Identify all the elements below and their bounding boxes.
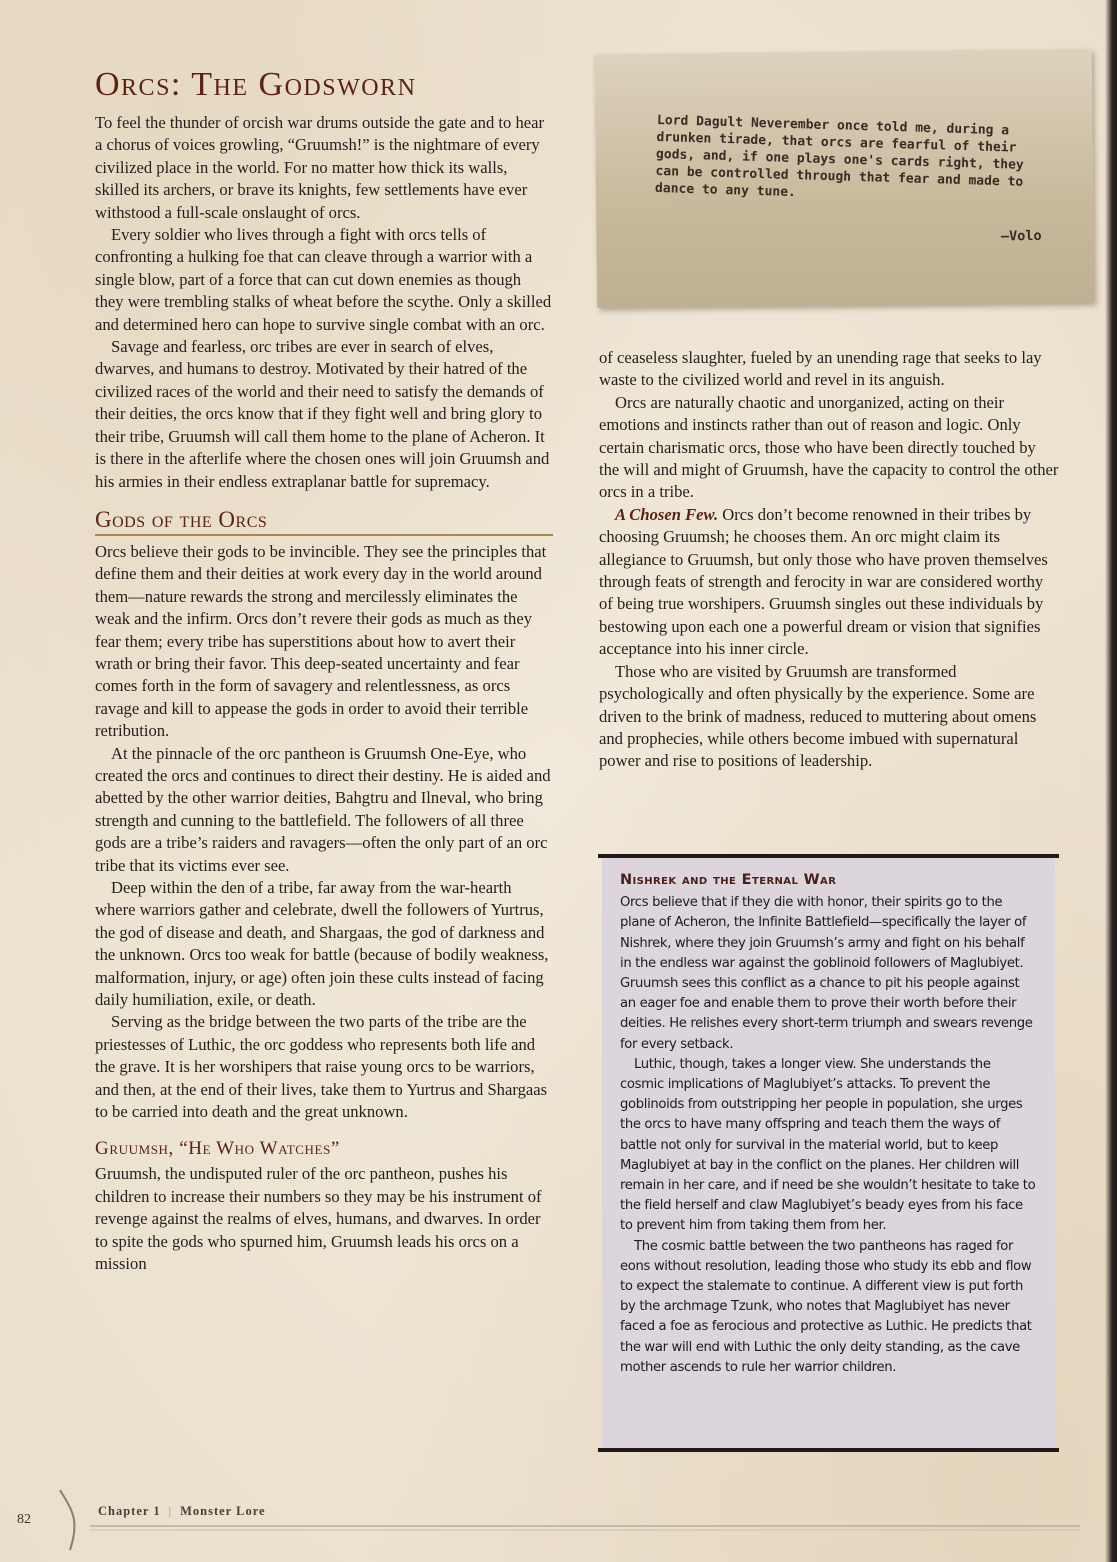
sidebar-paragraph: Orcs believe that if they die with honor, their spirits go to the plane of Acheron, the Infinite Battlefield—specifically the layer of Nishrek, where they join Gruumsh’s army and fight on his behalf in the endless war against the goblinoid followers of Maglubiyet. Gruumsh sees this conflict as a chance to pit his people against an eager foe and enable them to prove their worth before their deities. He relishes every short-term triumph and swears revenge for every setback. bbox=[620, 895, 1033, 1052]
sidebar-paragraph: The cosmic battle between the two pantheons has raged for eons without resolution, leading those who study its ebb and flow to expect the stalemate to continue. A different view is put forth by the archmage Tzunk, who notes that Maglubiyet has never faced a foe as ferocious and protective as Luthic. He predicts that the war will end with Luthic the only deity standing, as the cave mother ascends to rule her warrior children. bbox=[620, 1238, 1032, 1375]
left-column bbox=[95, 112, 553, 1276]
sidebar-content bbox=[620, 870, 1038, 1378]
intro-paragraph: To feel the thunder of orcish war drums outside the gate and to hear a chorus of voices growling, “Gruumsh!” is the nightmare of every civilized place in the world. For no matter how thick its walls, skilled its archers, or brave its knights, few settlements have ever withstood a full-scale onslaught of orcs. bbox=[95, 113, 545, 222]
sidebar-paragraph: Luthic, though, takes a longer view. She understands the cosmic implications of Maglubiyet’s attacks. To prevent the goblinoids from outstripping her people in population, she urges the orcs to have many offspring and teach them the ways of battle not only for survival in the material world, but to keep Maglubiyet at bay in the conflict on the planes. Her children will remain in her care, and if need be she wouldn’t hesitate to take to the field herself and claw Maglubiyet’s beady eyes from his face to prevent him from taking them from her. bbox=[620, 1056, 1036, 1234]
page-number: 82 bbox=[17, 1512, 31, 1527]
page-footer bbox=[0, 1480, 1117, 1562]
intro-paragraph: Every soldier who lives through a fight with orcs tells of confronting a hulking foe that can cleave through a warrior with a single blow, part of a force that can cut down enemies as though they were trembling stalks of wheat before the scythe. Only a skilled and determined hero can hope to survive single combat with an orc. bbox=[95, 225, 552, 334]
body-paragraph: Serving as the bridge between the two parts of the tribe are the priestesses of Luthic, the orc goddess who represents both life and the grave. It is her worshipers that raise young orcs to be warriors, and then, at the end of their lives, take them to Yurtrus and Shargaas to be carried into death and the great unknown. bbox=[95, 1012, 548, 1122]
subsection-heading-gruumsh: Gruumsh, “He Who Watches” bbox=[95, 1138, 340, 1160]
sidebar-bottom-rule bbox=[598, 1448, 1059, 1452]
page-edge-shadow bbox=[1105, 0, 1117, 1562]
page-title: Orcs: The Godsworn bbox=[95, 66, 417, 103]
body-paragraph: Those who are visited by Gruumsh are transformed psychologically and often physically by the experience. Some are driven to the brink of madness, reduced to muttering about omens and prophecies, while others become imbued with supernatural power and rise to positions of leadership. bbox=[599, 661, 1037, 771]
running-footer: Chapter 1 | Monster Lore bbox=[98, 1504, 266, 1518]
body-paragraph-chosen-few bbox=[599, 504, 1059, 661]
body-paragraph: Deep within the den of a tribe, far away from the war-hearth where warriors gather and celebrate, dwell the followers of Yurtrus, the god of disease and death, and Shargaas, the god of darkness and the unknown. Orcs too weak for battle (because of bodily weakness, malformation, injury, or age) often join these cults instead of facing daily humiliation, exile, or death. bbox=[95, 878, 549, 1010]
body-paragraph: of ceaseless slaughter, fueled by an unending rage that seeks to lay waste to the civilized world and revel in its anguish. bbox=[599, 348, 1042, 390]
sidebar-nishrek bbox=[602, 856, 1055, 1450]
sidebar-top-rule bbox=[598, 854, 1059, 858]
run-in-heading: A Chosen Few. bbox=[615, 504, 719, 524]
quote-text: Lord Dagult Neverember once told me, during a drunken tirade, that orcs are fearful of their gods, and, if one plays one's cards right, they can be controlled through that fear and made to dance to any tune. bbox=[654, 112, 1024, 201]
right-column bbox=[599, 347, 1059, 773]
intro-paragraph: Savage and fearless, orc tribes are ever in search of elves, dwarves, and humans to destroy. Motivated by their hatred of the civilized races of the world and their need to satisfy the demands of their deities, the orcs know that if they fight well and bring glory to their tribe, Gruumsh will call them home to the plane of Acheron. It is there in the afterlife where the chosen ones will join Gruumsh and his armies in their endless extraplanar battle for supremacy. bbox=[95, 337, 550, 491]
footer-section: Monster Lore bbox=[180, 1504, 266, 1518]
body-paragraph: Orcs believe their gods to be invincible. They see the principles that define them and their deities at work every day in the world around them—nature rewards the strong and mercilessly eliminates the weak and the infirm. Orcs don’t revere their gods as much as they fear them; every tribe has superstitions about how to avert their wrath or bring their favor. This deep-seated uncertainty and fear comes forth in the form of savagery and relentlessness, as orcs ravage and kill to appease the gods in order to avoid their terrible retribution. bbox=[95, 541, 547, 741]
volo-quote-note bbox=[595, 49, 1095, 307]
body-paragraph: At the pinnacle of the orc pantheon is Gruumsh One-Eye, who created the orcs and continues to direct their destiny. He is aided and abetted by the other warrior deities, Bahgtru and Ilneval, who bring strength and cunning to the battlefield. The followers of all three gods are a tribe’s raiders and ravagers—often the only part of an orc tribe that its victims ever see. bbox=[95, 743, 551, 875]
body-paragraph: Orcs are naturally chaotic and unorganized, acting on their emotions and instincts rather than out of reason and logic. Only certain charismatic orcs, those who have been directly touched by the will and might of Gruumsh, have the capacity to control the other orcs in a tribe. bbox=[599, 392, 1059, 502]
footer-flourish bbox=[0, 1480, 1117, 1562]
sidebar-heading: Nishrek and the Eternal War bbox=[620, 872, 837, 888]
section-heading-gods: Gods of the Orcs bbox=[95, 507, 553, 536]
quote-attribution: —Volo bbox=[1000, 227, 1042, 245]
body-paragraph: Gruumsh, the undisputed ruler of the orc pantheon, pushes his children to increase their numbers so they may be his instrument of revenge against the realms of elves, humans, and dwarves. In order to spite the gods who spurned him, Gruumsh leads his orcs on a mission bbox=[95, 1164, 542, 1274]
chosen-few-text: Orcs don’t become renowned in their tribes by choosing Gruumsh; he chooses them. An orc might claim its allegiance to Gruumsh, but only those who have proven themselves through feats of strength and ferocity in war are considered worthy of being true worshipers. Gruumsh singles out these individuals by bestowing upon each one a powerful dream or vision that signifies acceptance into his inner circle. bbox=[599, 504, 1048, 659]
footer-chapter: Chapter 1 bbox=[98, 1504, 161, 1518]
